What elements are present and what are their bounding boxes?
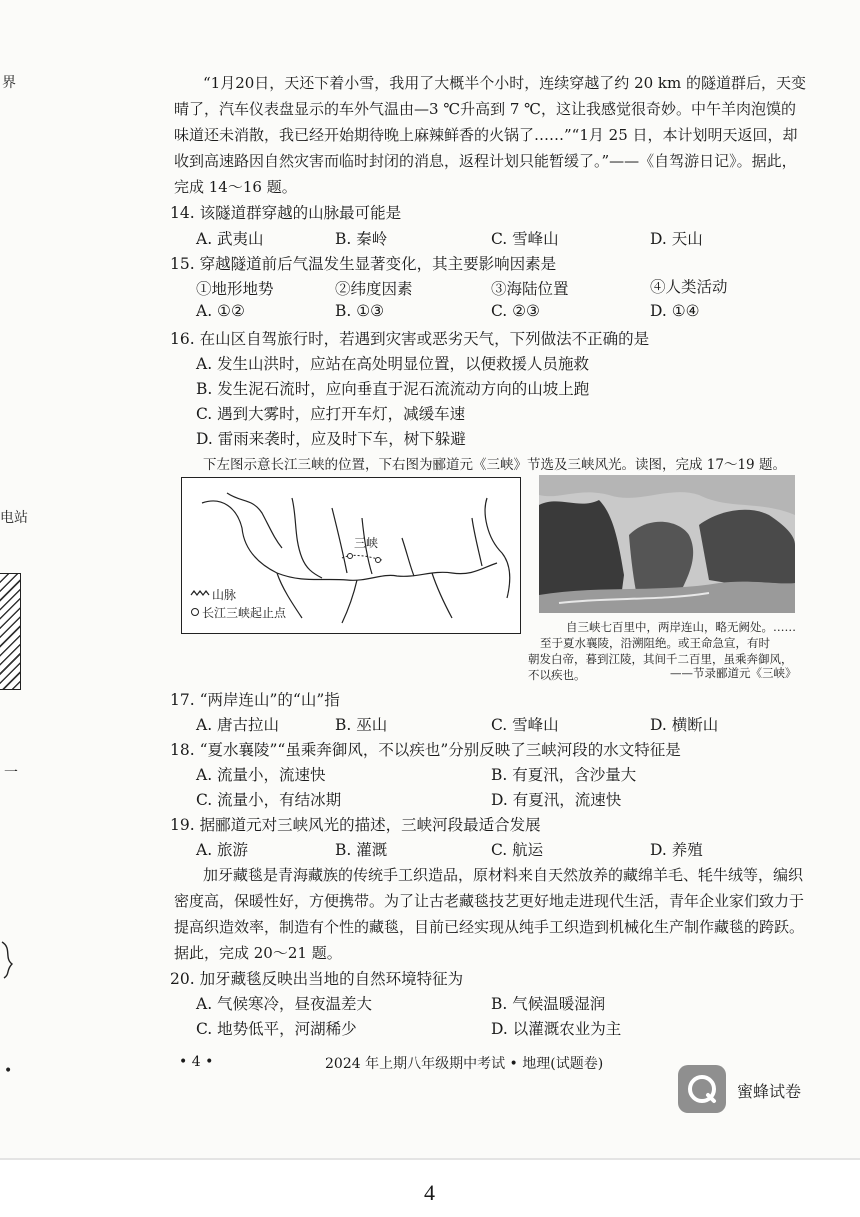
margin-fragment: 一 xyxy=(4,765,18,781)
question-20: 20. 加牙藏毯反映出当地的自然环境特征为 xyxy=(170,970,464,988)
margin-fragment: 电站 xyxy=(0,510,28,526)
intro-line: 完成 14～16 题。 xyxy=(174,178,297,196)
question-15: 15. 穿越隧道前后气温发生显著变化，其主要影响因素是 xyxy=(170,255,557,273)
intro-line: “1月20日，天还下着小雪，我用了大概半个小时，连续穿越了约 20 km 的隧道群后，天变 xyxy=(203,74,807,92)
q15-factor-2: ②纬度因素 xyxy=(335,280,413,298)
q17-option-c[interactable]: C. 雪峰山 xyxy=(491,716,559,734)
question-16: 16. 在山区自驾旅行时，若遇到灾害或恶劣天气，下列做法不正确的是 xyxy=(170,330,650,348)
caption-line: 不以疾也。 xyxy=(528,668,586,682)
watermark-logo-icon xyxy=(678,1065,726,1113)
q18-option-c[interactable]: C. 流量小，有结冰期 xyxy=(196,791,342,809)
legend-mountain-label: 山脉 xyxy=(212,588,237,602)
q15-factor-1: ①地形地势 xyxy=(196,280,274,298)
q20-option-b[interactable]: B. 气候温暖湿润 xyxy=(491,995,606,1013)
three-gorges-photo xyxy=(539,475,795,613)
intro-line: 味道还未消散，我已经开始期待晚上麻辣鲜香的火锅了……”“1月 25 日，本计划明天返回，却 xyxy=(174,126,798,144)
intro-line: 晴了，汽车仪表盘显示的车外气温由—3 ℃升高到 7 ℃，这让我感觉很奇妙。中午羊肉泡馍的 xyxy=(174,100,796,118)
margin-fragment: 界 xyxy=(2,75,16,91)
q18-option-b[interactable]: B. 有夏汛，含沙量大 xyxy=(491,766,637,784)
point-legend-icon xyxy=(190,607,200,617)
q19-option-a[interactable]: A. 旅游 xyxy=(196,841,249,859)
margin-curve xyxy=(0,940,16,980)
mountain-legend-icon xyxy=(190,589,212,597)
footer-title: 2024 年上期八年级期中考试 • 地理(试题卷) xyxy=(325,1056,604,1072)
q18-option-a[interactable]: A. 流量小，流速快 xyxy=(196,766,326,784)
margin-fragment: • xyxy=(4,1063,13,1079)
question-18: 18. “夏水襄陵”“虽乘奔御风，不以疾也”分别反映了三峡河段的水文特征是 xyxy=(170,741,681,759)
q16-option-c[interactable]: C. 遇到大雾时，应打开车灯，减缓车速 xyxy=(196,405,466,423)
para2-line: 密度高，保暖性好，方便携带。为了让古老藏毯技艺更好地走进现代生活，青年企业家们致力于 xyxy=(174,892,805,910)
map-label-sanxia: 三峡 xyxy=(354,536,379,550)
q17-option-d[interactable]: D. 横断山 xyxy=(650,716,719,734)
caption-line: 朝发白帝，暮到江陵，其间千二百里，虽乘奔御风， xyxy=(528,652,793,666)
q15-option-c[interactable]: C. ②③ xyxy=(491,302,540,320)
caption-source: ——节录郦道元《三峡》 xyxy=(670,666,797,680)
q14-option-c[interactable]: C. 雪峰山 xyxy=(491,230,559,248)
q17-option-a[interactable]: A. 唐古拉山 xyxy=(196,716,280,734)
yangtze-map xyxy=(181,477,521,634)
question-14: 14. 该隧道群穿越的山脉最可能是 xyxy=(170,204,402,222)
q16-option-b[interactable]: B. 发生泥石流时，应向垂直于泥石流流动方向的山坡上跑 xyxy=(196,380,590,398)
question-17: 17. “两岸连山”的“山”指 xyxy=(170,691,340,709)
page-divider xyxy=(0,1158,860,1160)
caption-line: 至于夏水襄陵，沿溯阻绝。或王命急宣，有时 xyxy=(540,636,770,650)
q18-option-d[interactable]: D. 有夏汛，流速快 xyxy=(491,791,622,809)
q14-option-b[interactable]: B. 秦岭 xyxy=(335,230,388,248)
legend-point-label: 长江三峡起止点 xyxy=(202,606,287,620)
margin-legend-box xyxy=(0,573,21,690)
q20-option-d[interactable]: D. 以灌溉农业为主 xyxy=(491,1020,622,1038)
footer-page-mark: • 4 • xyxy=(179,1054,214,1070)
q14-option-a[interactable]: A. 武夷山 xyxy=(196,230,264,248)
q14-option-d[interactable]: D. 天山 xyxy=(650,230,703,248)
page-number: 4 xyxy=(424,1180,435,1205)
q16-option-a[interactable]: A. 发生山洪时，应站在高处明显位置，以便救援人员施救 xyxy=(196,355,590,373)
question-19: 19. 据郦道元对三峡风光的描述，三峡河段最适合发展 xyxy=(170,816,541,834)
q15-option-b[interactable]: B. ①③ xyxy=(335,302,385,320)
q20-option-a[interactable]: A. 气候寒冷，昼夜温差大 xyxy=(196,995,373,1013)
q17-option-b[interactable]: B. 巫山 xyxy=(335,716,388,734)
q16-option-d[interactable]: D. 雷雨来袭时，应及时下车，树下躲避 xyxy=(196,430,466,448)
three-gorges-landscape xyxy=(539,475,795,613)
watermark-text: 蜜蜂试卷 xyxy=(737,1084,802,1101)
q19-option-c[interactable]: C. 航运 xyxy=(491,841,544,859)
watermark-logo-glyph xyxy=(678,1065,726,1113)
q19-option-b[interactable]: B. 灌溉 xyxy=(335,841,388,859)
intro-line: 收到高速路因自然灾害而临时封闭的消息，返程计划只能暂缓了。”——《自驾游日记》。据此， xyxy=(174,152,797,170)
q15-factor-3: ③海陆位置 xyxy=(491,280,569,298)
q15-option-d[interactable]: D. ①④ xyxy=(650,302,700,320)
q15-factor-4: ④人类活动 xyxy=(650,278,728,296)
q15-option-a[interactable]: A. ①② xyxy=(196,302,245,320)
caption-line: 自三峡七百里中，两岸连山，略无阙处。…… xyxy=(566,620,796,634)
q20-option-c[interactable]: C. 地势低平，河湖稀少 xyxy=(196,1020,357,1038)
para2-line: 据此，完成 20～21 题。 xyxy=(174,944,342,962)
q19-option-d[interactable]: D. 养殖 xyxy=(650,841,703,859)
para2-line: 加牙藏毯是青海藏族的传统手工织造品，原材料来自天然放养的藏绵羊毛、牦牛绒等，编织 xyxy=(203,866,804,884)
para2-line: 提高织造效率，制造有个性的藏毯，目前已经实现从纯手工织造到机械化生产制作藏毯的跨跃。 xyxy=(174,918,805,936)
figure-intro: 下左图示意长江三峡的位置，下右图为郦道元《三峡》节选及三峡风光。读图，完成 17～19 题。 xyxy=(203,457,786,473)
